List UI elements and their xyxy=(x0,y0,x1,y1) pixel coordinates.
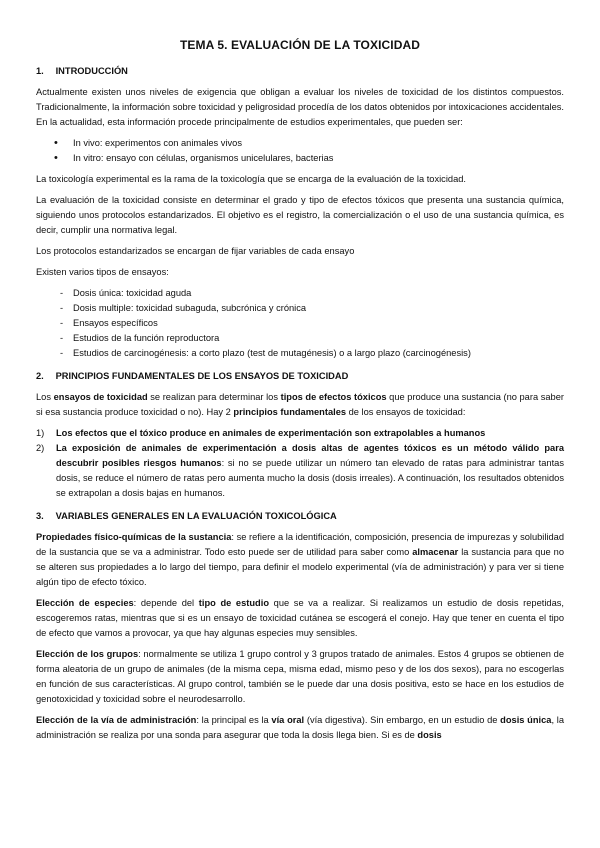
section-1-number: 1. xyxy=(36,66,44,76)
list-item: - Estudios de la función reproductora xyxy=(60,331,564,346)
section-1-heading xyxy=(36,66,564,76)
bold-term: almacenar xyxy=(412,547,459,557)
text-run: : la principal es la xyxy=(196,715,272,725)
list-item: - Estudios de carcinogénesis: a corto plazo (test de mutagénesis) o a largo plazo (carcinogénesis) xyxy=(60,346,564,361)
species-paragraph xyxy=(36,596,564,641)
text-run: se realizan para determinar los xyxy=(147,392,281,402)
list-item xyxy=(36,441,564,501)
section-1-title: INTRODUCCIÓN xyxy=(55,66,128,76)
study-types-list xyxy=(54,136,564,166)
text-run: la sustancia para que no se alteren sus propiedades a lo largo del tiempo, para definir el modelo experimental (vía de administración) y para ver si tiene algún tipo de efecto tóxico. xyxy=(36,547,564,587)
properties-paragraph xyxy=(36,530,564,590)
text-run: , la administración se realiza por una sonda para asegurar que toda la dosis llega bien. Si es de xyxy=(36,715,564,740)
assay-types-intro: Existen varios tipos de ensayos: xyxy=(36,267,169,277)
text-run: Los xyxy=(36,392,54,402)
bold-term: Elección de especies xyxy=(36,598,134,608)
groups-paragraph xyxy=(36,647,564,707)
text-run: que se va a realizar. Si realizamos un estudio de dosis repetidas, escogeremos ratas, mientras que si es un ensayo de toxicidad cutánea se escogerá el conejo. Hay que tener en cuenta el tipo de efecto que vamos a provocar, ya que hay algunas especies muy sensibles. xyxy=(36,598,564,638)
bold-term: dosis única xyxy=(500,715,552,725)
section-2-title: PRINCIPIOS FUNDAMENTALES DE LOS ENSAYOS DE TOXICIDAD xyxy=(55,371,349,381)
intro-paragraph: Actualmente existen unos niveles de exigencia que obligan a evaluar los niveles de toxicidad de los distintos compuestos. Tradicionalmente, la información sobre toxicidad y peligrosidad procedía de los datos obtenidos por intoxicaciones accidentales. En la actualidad, esta información procede principalmente de estudios experimentales, que pueden ser: xyxy=(36,87,564,127)
section-2-heading xyxy=(36,371,564,381)
protocols-paragraph: Los protocolos estandarizados se encargan de fijar variables de cada ensayo xyxy=(36,246,355,256)
route-paragraph xyxy=(36,713,564,743)
list-item: - Ensayos específicos xyxy=(60,316,564,331)
toxicology-definition: La toxicología experimental es la rama de la toxicología que se encarga de la evaluación de la toxicidad. xyxy=(36,174,466,184)
text-run: : depende del xyxy=(133,598,199,608)
assay-types-list xyxy=(60,286,564,361)
bold-term: tipos de efectos tóxicos xyxy=(280,392,387,402)
principles-list xyxy=(36,426,564,501)
bold-term: Propiedades físico-químicas de la sustancia xyxy=(36,532,232,542)
text-run: : normalmente se utiliza 1 grupo control y 3 grupos tratado de animales. Estos 4 grupos se obtienen de forma aleatoria de un grupo de animales (de la misma cepa, misma edad, mismo peso y de los dos sexos), para no escogerlas en función de sus características. Al grupo control, también se le puede dar una dosis positiva, esto se hace en los estudios de genotoxicidad y toxicidad sobre el neurodesarrollo. xyxy=(36,649,564,704)
evaluation-paragraph: La evaluación de la toxicidad consiste en determinar el grado y tipo de efectos tóxicos que presenta una sustancia química, siguiendo unos protocolos estandarizados. El objetivo es el registro, la comercialización o el uso de una sustancia química, es decir, cumplir una normativa legal. xyxy=(36,195,564,235)
bold-term: La exposición de animales de experimentación a dosis altas de agentes tóxicos es un método válido para descubrir posibles riesgos humanos xyxy=(56,443,564,468)
list-item: - Dosis única: toxicidad aguda xyxy=(60,286,564,301)
item-number: 1) xyxy=(36,428,45,438)
bold-term: ensayos de toxicidad xyxy=(53,392,148,402)
text-run: que produce una sustancia (no para saber si esa sustancia produce toxicidad o no). Hay 2 xyxy=(36,392,564,417)
list-item: - Dosis multiple: toxicidad subaguda, subcrónica y crónica xyxy=(60,301,564,316)
text-run: de los ensayos de toxicidad: xyxy=(346,407,466,417)
section-3-title: VARIABLES GENERALES EN LA EVALUACIÓN TOXICOLÓGICA xyxy=(55,511,337,521)
section-2-number: 2. xyxy=(36,371,44,381)
text-run: : se refiere a la identificación, composición, presencia de impurezas y solubilidad de la sustancia que se va a administrar. Todo esto puede ser de utilidad para saber como xyxy=(36,532,564,557)
bold-term: Elección de la vía de administración xyxy=(36,715,197,725)
list-item: • In vitro: ensayo con células, organismos unicelulares, bacterias xyxy=(54,151,564,166)
list-item: • In vivo: experimentos con animales vivos xyxy=(54,136,564,151)
text-run: : si no se puede utilizar un número tan elevado de ratas para administrar tantas dosis, se reduce el número de ratas pero aumenta mucho la dosis (dosis irreales). A continuación, los resultados obtenidos se extrapolan a dosis bajas en humanos. xyxy=(56,458,564,498)
bold-term: tipo de estudio xyxy=(198,598,269,608)
bold-term: Elección de los grupos xyxy=(36,649,139,659)
bold-term: vía oral xyxy=(271,715,305,725)
text-run: (vía digestiva). Sin embargo, en un estudio de xyxy=(304,715,501,725)
item-number: 2) xyxy=(36,443,45,453)
bold-term: principios fundamentales xyxy=(233,407,347,417)
section-3-number: 3. xyxy=(36,511,44,521)
document-title: TEMA 5. EVALUACIÓN DE LA TOXICIDAD xyxy=(179,38,421,52)
section-3-heading xyxy=(36,511,564,521)
principles-paragraph xyxy=(36,390,564,420)
bold-term: Los efectos que el tóxico produce en animales de experimentación son extrapolables a humanos xyxy=(56,428,486,438)
bold-term: dosis xyxy=(417,730,442,740)
list-item xyxy=(36,426,564,441)
